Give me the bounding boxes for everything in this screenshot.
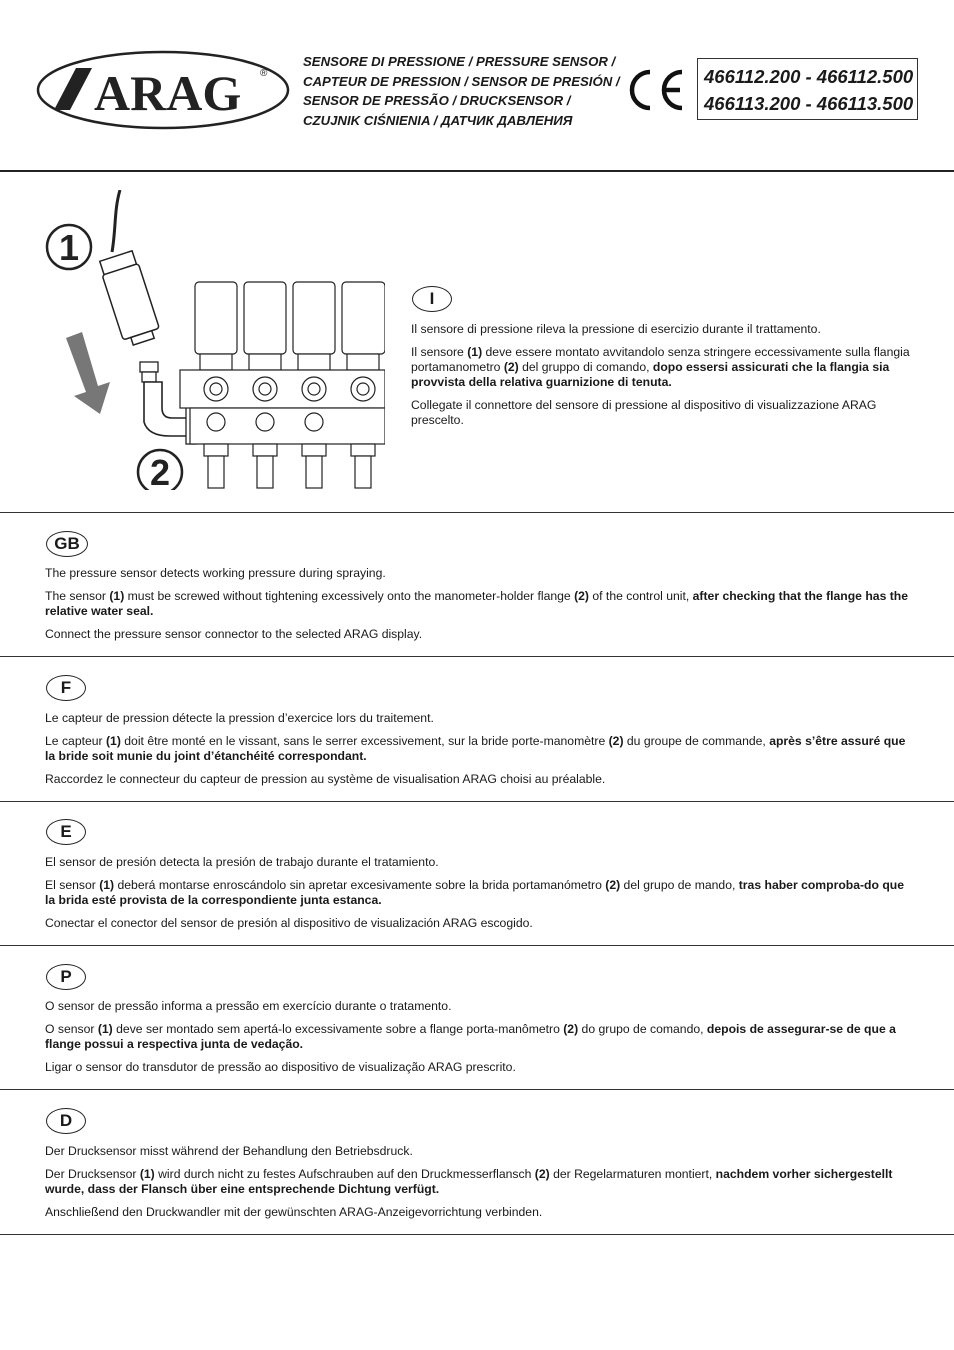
header-divider xyxy=(0,170,954,172)
section-text-f xyxy=(45,711,911,795)
logo-text: ARAG xyxy=(94,65,242,121)
paragraph: Der Drucksensor misst während der Behandlung den Betriebsdruck. xyxy=(45,1144,413,1158)
section-text-d xyxy=(45,1144,911,1228)
section-text-gb xyxy=(45,566,911,650)
language-badge-d: D xyxy=(46,1108,86,1134)
callout-1: 1 xyxy=(58,227,80,268)
product-title xyxy=(303,52,633,130)
title-line: CAPTEUR DE PRESSION / SENSOR DE PRESIÓN / xyxy=(303,73,620,89)
language-badge-gb: GB xyxy=(46,531,88,557)
language-badge-e: E xyxy=(46,819,86,845)
paragraph: Der Drucksensor (1) wird durch nicht zu festes Aufschrauben auf den Druckmesserflansch (2) der Regelarmaturen montiert, nachdem vorher sichergestellt wurde, dass der Flansch über eine entsprechende Dichtung verfügt. xyxy=(45,1167,893,1196)
section-divider xyxy=(0,1234,954,1235)
paragraph: Raccordez le connecteur du capteur de pression au système de visualisation ARAG choisi au préalable. xyxy=(45,772,606,786)
callout-2: 2 xyxy=(149,452,171,490)
sensor-installation-illustration xyxy=(40,190,385,490)
section-divider xyxy=(0,656,954,657)
section-divider xyxy=(0,1089,954,1090)
paragraph: Conectar el conector del sensor de presión al dispositivo de visualización ARAG escogido. xyxy=(45,916,533,930)
ce-mark xyxy=(626,68,688,112)
paragraph: Il sensore (1) deve essere montato avvitandolo senza stringere eccessivamente sulla flangia portamanometro (2) del gruppo di comando, dopo essersi assicurati che la flangia sia provvista della relativa guarnizione di tenuta. xyxy=(411,345,910,389)
title-line: CZUJNIK CIŚNIENIA / ДАТЧИК ДАВЛЕНИЯ xyxy=(303,112,573,128)
section-divider xyxy=(0,945,954,946)
paragraph: Ligar o sensor do transdutor de pressão ao dispositivo de visualização ARAG prescrito. xyxy=(45,1060,516,1074)
arag-logo xyxy=(36,50,290,130)
logo-registered-mark: ® xyxy=(260,68,268,79)
section-text-i xyxy=(411,322,911,436)
product-codes-box xyxy=(697,58,918,120)
paragraph: Connect the pressure sensor connector to the selected ARAG display. xyxy=(45,627,423,641)
language-badge-f: F xyxy=(46,675,86,701)
paragraph: Anschließend den Druckwandler mit der gewünschten ARAG-Anzeigevorrichtung verbinden. xyxy=(45,1205,543,1219)
paragraph: The pressure sensor detects working pressure during spraying. xyxy=(45,566,386,580)
paragraph: Il sensore di pressione rileva la pressione di esercizio durante il trattamento. xyxy=(411,322,821,336)
language-badge-i: I xyxy=(412,286,452,312)
paragraph: The sensor (1) must be screwed without tightening excessively onto the manometer-holder flange (2) of the control unit, after checking that the flange has the relative water seal. xyxy=(45,589,909,618)
paragraph: El sensor de presión detecta la presión de trabajo durante el tratamiento. xyxy=(45,855,439,869)
paragraph: Le capteur de pression détecte la pression d’exercice lors du traitement. xyxy=(45,711,434,725)
paragraph: Le capteur (1) doit être monté en le vissant, sans le serrer excessivement, sur la bride porte-manomètre (2) du groupe de commande, après s’être assuré que la bride soit munie du joint d’étanchéité correspondant. xyxy=(45,734,906,763)
title-line: SENSOR DE PRESSÃO / DRUCKSENSOR / xyxy=(303,93,571,108)
paragraph: Collegate il connettore del sensore di pressione al dispositivo di visualizzazione ARAG prescelto. xyxy=(411,398,877,427)
section-divider xyxy=(0,801,954,802)
section-text-e xyxy=(45,855,911,939)
section-divider xyxy=(0,512,954,513)
paragraph: O sensor (1) deve ser montado sem apertá-lo excessivamente sobre a flange porta-manômetro (2) do grupo de comando, depois de assegurar-se de que a flange possui a respectiva junta de vedação. xyxy=(45,1022,896,1051)
paragraph: O sensor de pressão informa a pressão em exercício durante o tratamento. xyxy=(45,999,452,1013)
product-code: 466113.200 - 466113.500 xyxy=(704,93,914,114)
title-line: SENSORE DI PRESSIONE / PRESSURE SENSOR / xyxy=(303,54,616,69)
section-text-p xyxy=(45,999,911,1083)
language-badge-p: P xyxy=(46,964,86,990)
product-code: 466112.200 - 466112.500 xyxy=(704,66,914,87)
paragraph: El sensor (1) deberá montarse enroscándolo sin apretar excesivamente sobre la brida portamanómetro (2) del grupo de mando, tras haber comproba-do que la brida esté provista de la correspondiente junta estanca. xyxy=(45,878,904,907)
